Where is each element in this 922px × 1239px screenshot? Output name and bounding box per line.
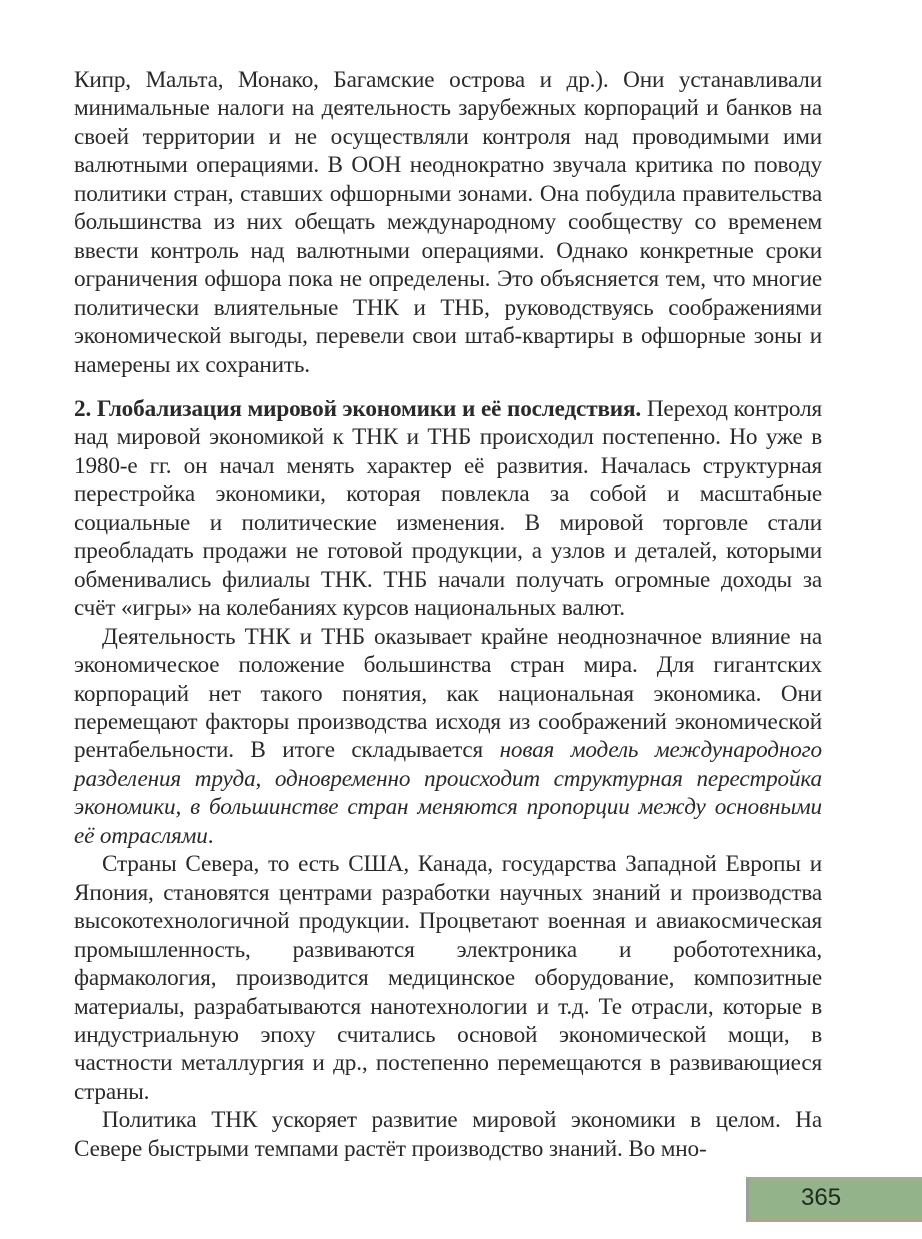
paragraph-text: Деятельность ТНК и ТНБ оказывает крайне неоднозначное влияние на экономическое положение большинства стран мира. Для гигантских корпораций нет такого понятия, как национальная экономика. Они перемещают факторы производства исходя из соображений экономической рентабельности. В итоге складывается: [74, 623, 822, 764]
paragraph-offshore: [74, 66, 822, 379]
paragraph-north-countries: [74, 850, 822, 1106]
page-body: [74, 66, 822, 1163]
paragraph-text: Переход контроля над мировой экономикой к ТНК и ТНБ происходил постепенно. Но уже в 1980-е гг. он начал менять характер её развития. Началась структурная перестройка экономики, которая повлекла за собой и масштабные социальные и политические изменения. В мировой торговле стали преобладать продажи не готовой продукции, а узлов и деталей, которыми обменивались филиалы ТНК. ТНБ начали получать огромные доходы за счёт «игры» на колебаниях курсов национальных валют.: [74, 395, 822, 622]
emphasized-text: новая модель международного разделения труда, одновременно происходит структурная перестройка экономики, в большинстве стран меняются пропорции между основными её отраслями: [74, 737, 822, 849]
paragraph-text: Кипр, Мальта, Монако, Багамские острова и др.). Они устанавливали минимальные налоги на деятельность зарубежных корпораций и банков на своей территории и не осуществляли контроля над проводимыми ими валютными операциями. В ООН неоднократно звучала критика по поводу политики стран, ставших офшорными зонами. Она побудила правительства большинства из них обещать международному сообществу со временем ввести контроль над валютными операциями. Однако конкретные сроки ограничения офшора пока не определены. Это объясняется тем, что многие политически влиятельные ТНК и ТНБ, руководствуясь соображениями экономической выгоды, перевели свои штаб-квартиры в офшорные зоны и намерены их сохранить.: [74, 67, 822, 378]
page-number-tab: [746, 1177, 922, 1222]
paragraph-text: Страны Севера, то есть США, Канада, государства Западной Европы и Япония, становятся центрами разработки научных знаний и производства высокотехнологичной продукции. Процветают военная и авиакосмическая промышленность, развиваются электроника и робототехника, фармакология, производится медицинское оборудование, композитные материалы, разрабатываются нанотехнологии и т.д. Те отрасли, которые в индустриальную эпоху считались основой экономической мощи, в частности металлургия и др., постепенно перемещаются в развивающиеся страны.: [74, 851, 822, 1105]
paragraph-tail: .: [207, 822, 214, 849]
page-number: 365: [801, 1184, 842, 1211]
section-heading: 2. Глобализация мировой экономики и её последствия.: [74, 395, 642, 422]
paragraph-tnc-policy: [74, 1106, 822, 1163]
paragraph-tnc-activity: [74, 623, 822, 851]
paragraph-text: Политика ТНК ускоряет развитие мировой экономики в целом. На Севере быстрыми темпами растёт производство знаний. Во мно-: [74, 1107, 822, 1162]
paragraph-globalization: [74, 395, 822, 623]
